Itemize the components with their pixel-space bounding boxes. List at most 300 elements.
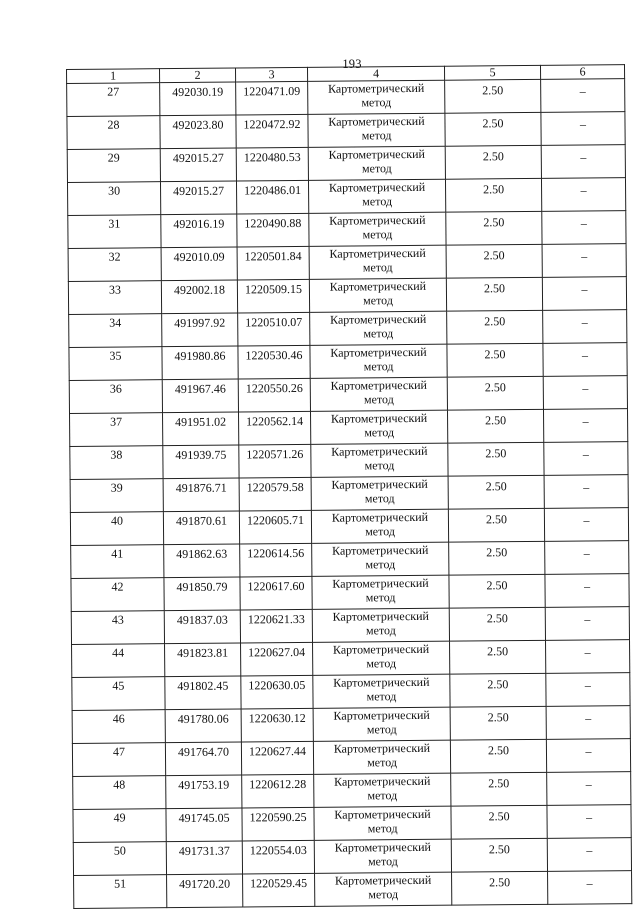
- note-cell: [541, 178, 625, 212]
- point-number-text: 37: [110, 414, 123, 429]
- accuracy-text: 2.50: [485, 446, 507, 461]
- x-coordinate-text: 491802.45: [177, 678, 229, 694]
- x-coordinate-text: 491870.61: [175, 513, 228, 529]
- y-coordinate-text: 1220529.45: [250, 875, 308, 891]
- method-line-1: Картометрический: [330, 410, 428, 426]
- x-coordinate-text: 492002.18: [173, 282, 225, 298]
- y-coordinate-cell: [239, 444, 311, 478]
- x-coordinate-cell: [164, 610, 240, 644]
- column-header: 6: [540, 65, 624, 80]
- point-number-cell: [71, 545, 164, 579]
- note-cell: [541, 112, 625, 146]
- note-cell: [548, 871, 632, 905]
- accuracy-cell: [452, 871, 548, 905]
- y-coordinate-cell: [237, 246, 309, 280]
- method-cell: [308, 146, 445, 180]
- table-row: [68, 277, 626, 315]
- table-row: [74, 871, 632, 909]
- x-coordinate-cell: [160, 181, 236, 215]
- x-coordinate-text: 492015.27: [172, 150, 224, 166]
- method-line-1: Картометрический: [333, 674, 430, 690]
- accuracy-cell: [447, 376, 543, 410]
- method-line-2: метод: [365, 623, 396, 638]
- table-row: [69, 343, 627, 381]
- point-number-cell: [67, 83, 160, 117]
- y-coordinate-text: 1220471.09: [243, 83, 301, 99]
- method-line-1: Картометрический: [329, 278, 427, 294]
- point-number-text: 46: [112, 711, 125, 726]
- x-coordinate-cell: [162, 346, 238, 380]
- x-coordinate-cell: [165, 676, 241, 710]
- method-line-2: метод: [368, 887, 399, 902]
- method-cell: [314, 839, 451, 873]
- method-line-1: Картометрический: [332, 608, 429, 624]
- y-coordinate-text: 1220627.44: [248, 743, 307, 759]
- accuracy-cell: [449, 607, 545, 641]
- x-coordinate-text: 491731.37: [178, 843, 230, 859]
- note-cell: [545, 541, 629, 575]
- x-coordinate-cell: [163, 478, 239, 512]
- point-number-cell: [73, 776, 166, 810]
- x-coordinate-cell: [161, 214, 237, 248]
- x-coordinate-text: 491939.75: [175, 447, 227, 463]
- note-cell: [546, 739, 630, 773]
- note-text: –: [584, 612, 591, 627]
- accuracy-cell: [449, 574, 545, 608]
- method-line-2: метод: [362, 260, 393, 275]
- y-coordinate-text: 1220490.88: [244, 215, 302, 231]
- x-coordinate-text: 492010.09: [173, 249, 225, 265]
- accuracy-cell: [451, 772, 547, 806]
- method-line-1: Картометрический: [332, 575, 429, 591]
- method-cell: [310, 377, 447, 411]
- method-line-1: Картометрический: [329, 212, 426, 228]
- y-coordinate-text: 1220486.01: [244, 182, 302, 198]
- x-coordinate-cell: [165, 643, 241, 677]
- note-text: –: [586, 876, 593, 891]
- method-cell: [311, 443, 448, 477]
- table-row: [73, 772, 631, 810]
- method-cell: [308, 80, 445, 114]
- method-line-2: метод: [363, 392, 394, 407]
- method-line-1: Картометрический: [334, 773, 431, 789]
- y-coordinate-cell: [241, 708, 313, 742]
- accuracy-cell: [447, 409, 543, 443]
- point-number-text: 50: [113, 843, 126, 858]
- accuracy-cell: [451, 838, 547, 872]
- method-cell: [308, 179, 445, 213]
- note-cell: [542, 244, 626, 278]
- method-cell: [313, 674, 450, 708]
- point-number-text: 36: [109, 381, 122, 396]
- method-line-2: метод: [361, 95, 392, 110]
- y-coordinate-text: 1220614.56: [247, 545, 305, 561]
- point-number-text: 47: [112, 744, 126, 759]
- point-number-text: 43: [111, 612, 124, 627]
- point-number-cell: [70, 413, 163, 447]
- x-coordinate-text: 491862.63: [176, 546, 228, 562]
- point-number-cell: [73, 809, 166, 843]
- x-coordinate-text: 491720.20: [179, 876, 231, 892]
- accuracy-text: 2.50: [486, 611, 508, 626]
- point-number-cell: [70, 446, 163, 480]
- accuracy-text: 2.50: [487, 644, 509, 659]
- method-cell: [309, 245, 446, 279]
- point-number-text: 42: [111, 579, 124, 594]
- accuracy-cell: [447, 310, 543, 344]
- table-row: [72, 640, 630, 678]
- note-text: –: [585, 777, 592, 792]
- point-number-cell: [69, 347, 162, 381]
- method-line-2: метод: [363, 326, 394, 341]
- x-coordinate-text: 492015.27: [173, 183, 225, 199]
- y-coordinate-text: 1220472.92: [243, 116, 301, 132]
- y-coordinate-text: 1220562.14: [246, 413, 304, 429]
- x-coordinate-text: 491764.70: [177, 744, 230, 760]
- note-cell: [541, 79, 625, 113]
- method-line-2: метод: [364, 425, 395, 440]
- method-line-2: метод: [364, 491, 395, 506]
- point-number-text: 44: [112, 645, 125, 660]
- y-coordinate-cell: [236, 114, 308, 148]
- method-cell: [312, 575, 449, 609]
- y-coordinate-cell: [242, 840, 314, 874]
- column-header: 2: [160, 68, 236, 83]
- y-coordinate-text: 1220627.04: [248, 644, 306, 660]
- accuracy-cell: [450, 640, 546, 674]
- y-coordinate-text: 1220554.03: [249, 842, 307, 858]
- method-line-1: Картометрический: [333, 740, 431, 756]
- note-text: –: [585, 711, 592, 726]
- point-number-cell: [74, 875, 167, 909]
- note-cell: [542, 277, 626, 311]
- table-row: [72, 739, 630, 777]
- point-number-cell: [71, 611, 164, 645]
- x-coordinate-cell: [163, 445, 239, 479]
- accuracy-text: 2.50: [484, 314, 506, 329]
- accuracy-cell: [446, 277, 542, 311]
- method-line-2: метод: [365, 590, 396, 605]
- page-number: 193: [342, 57, 362, 71]
- note-text: –: [584, 645, 591, 660]
- point-number-text: 48: [113, 777, 126, 792]
- y-coordinate-text: 1220617.60: [247, 578, 305, 594]
- point-number-text: 49: [113, 810, 126, 825]
- x-coordinate-cell: [163, 511, 239, 545]
- accuracy-text: 2.50: [483, 215, 505, 230]
- method-line-2: метод: [366, 722, 397, 737]
- accuracy-text: 2.50: [487, 710, 509, 725]
- accuracy-text: 2.50: [489, 875, 511, 890]
- x-coordinate-cell: [166, 775, 242, 809]
- x-coordinate-text: 492016.19: [173, 216, 225, 232]
- table-row: [70, 475, 628, 513]
- note-text: –: [582, 381, 589, 396]
- x-coordinate-cell: [165, 709, 241, 743]
- x-coordinate-text: 491745.05: [178, 810, 230, 826]
- y-coordinate-text: 1220550.26: [245, 380, 303, 396]
- point-number-cell: [72, 644, 165, 678]
- y-coordinate-cell: [238, 378, 310, 412]
- y-coordinate-cell: [240, 543, 312, 577]
- note-cell: [544, 508, 628, 542]
- point-number-cell: [72, 710, 165, 744]
- column-header: 4: [307, 66, 444, 81]
- table-row: [71, 607, 629, 645]
- y-coordinate-cell: [242, 807, 314, 841]
- accuracy-text: 2.50: [485, 413, 507, 428]
- table-row: [68, 211, 626, 249]
- x-coordinate-text: 492023.80: [172, 117, 224, 133]
- table-row: [73, 838, 631, 876]
- y-coordinate-text: 1220509.15: [244, 281, 302, 297]
- note-cell: [544, 475, 628, 509]
- point-number-cell: [69, 314, 162, 348]
- accuracy-text: 2.50: [484, 380, 506, 395]
- method-line-1: Картометрический: [332, 542, 429, 558]
- x-coordinate-text: 491967.46: [174, 381, 226, 397]
- table-row: [72, 673, 630, 711]
- note-cell: [541, 145, 625, 179]
- y-coordinate-cell: [236, 180, 308, 214]
- accuracy-cell: [448, 475, 544, 509]
- table-row: [67, 112, 625, 150]
- accuracy-cell: [448, 508, 544, 542]
- method-line-1: Картометрический: [330, 377, 427, 393]
- table-row: [72, 706, 630, 744]
- accuracy-cell: [449, 541, 545, 575]
- accuracy-cell: [448, 442, 544, 476]
- method-line-2: метод: [367, 854, 398, 869]
- y-coordinate-cell: [238, 312, 310, 346]
- method-cell: [313, 740, 450, 774]
- method-line-1: Картометрический: [328, 146, 425, 162]
- y-coordinate-cell: [241, 642, 313, 676]
- y-coordinate-cell: [242, 774, 314, 808]
- point-number-text: 27: [107, 84, 120, 99]
- column-header: 5: [444, 65, 540, 80]
- accuracy-cell: [445, 79, 541, 113]
- method-line-1: Картометрический: [334, 839, 431, 855]
- method-line-2: метод: [364, 458, 395, 473]
- x-coordinate-cell: [161, 280, 237, 314]
- note-text: –: [580, 216, 587, 231]
- note-text: –: [581, 315, 588, 330]
- method-line-1: Картометрический: [328, 113, 425, 129]
- point-number-text: 35: [109, 348, 122, 363]
- method-line-1: Картометрический: [333, 707, 430, 723]
- x-coordinate-text: 491837.03: [176, 612, 228, 628]
- y-coordinate-cell: [239, 477, 311, 511]
- accuracy-text: 2.50: [485, 512, 508, 527]
- column-header: 3: [235, 67, 307, 82]
- accuracy-cell: [450, 706, 546, 740]
- point-number-cell: [67, 116, 160, 150]
- y-coordinate-text: 1220630.05: [248, 677, 306, 693]
- x-coordinate-cell: [162, 379, 238, 413]
- x-coordinate-cell: [163, 412, 239, 446]
- note-cell: [547, 805, 631, 839]
- x-coordinate-cell: [160, 82, 236, 116]
- method-line-1: Картометрический: [330, 344, 427, 360]
- y-coordinate-cell: [239, 510, 311, 544]
- method-cell: [309, 278, 446, 312]
- y-coordinate-text: 1220571.26: [246, 446, 304, 462]
- method-line-2: метод: [361, 161, 392, 176]
- method-line-2: метод: [363, 359, 394, 374]
- point-number-text: 30: [108, 183, 121, 198]
- point-number-text: 45: [112, 678, 125, 693]
- y-coordinate-text: 1220501.84: [244, 248, 302, 264]
- method-cell: [308, 113, 445, 147]
- note-cell: [546, 673, 630, 707]
- method-cell: [310, 410, 447, 444]
- x-coordinate-cell: [160, 115, 236, 149]
- point-number-text: 29: [107, 150, 120, 165]
- accuracy-text: 2.50: [482, 149, 504, 164]
- note-text: –: [581, 282, 588, 297]
- y-coordinate-cell: [236, 81, 308, 115]
- table-row: [73, 805, 631, 843]
- accuracy-text: 2.50: [488, 809, 510, 824]
- accuracy-text: 2.50: [483, 182, 505, 197]
- point-number-cell: [70, 512, 163, 546]
- x-coordinate-cell: [161, 247, 237, 281]
- method-line-1: Картометрический: [332, 641, 430, 657]
- note-cell: [547, 772, 631, 806]
- point-number-text: 31: [108, 216, 121, 231]
- note-text: –: [585, 810, 593, 825]
- note-cell: [545, 607, 629, 641]
- note-text: –: [582, 414, 589, 429]
- table-row: [67, 145, 625, 183]
- x-coordinate-text: 491753.19: [178, 777, 230, 793]
- accuracy-cell: [450, 739, 546, 773]
- point-number-text: 51: [114, 876, 127, 891]
- x-coordinate-cell: [164, 544, 240, 578]
- note-cell: [543, 310, 627, 344]
- y-coordinate-text: 1220621.33: [247, 611, 305, 627]
- x-coordinate-text: 491850.79: [176, 579, 228, 595]
- note-cell: [543, 343, 627, 377]
- accuracy-cell: [451, 805, 547, 839]
- accuracy-text: 2.50: [485, 479, 507, 494]
- note-text: –: [583, 546, 590, 561]
- point-number-text: 33: [108, 282, 121, 297]
- method-line-2: метод: [361, 128, 392, 143]
- x-coordinate-cell: [162, 313, 238, 347]
- accuracy-text: 2.50: [482, 83, 504, 98]
- method-line-1: Картометрический: [334, 806, 431, 822]
- table-row: [70, 409, 628, 447]
- point-number-cell: [68, 248, 161, 282]
- accuracy-text: 2.50: [484, 347, 506, 362]
- method-line-2: метод: [362, 194, 393, 209]
- point-number-cell: [67, 182, 160, 216]
- y-coordinate-text: 1220605.71: [246, 512, 305, 528]
- note-text: –: [583, 513, 590, 528]
- method-line-1: Картометрический: [331, 476, 428, 492]
- x-coordinate-text: 491980.86: [174, 348, 226, 364]
- note-text: –: [584, 678, 591, 693]
- method-line-1: Картометрический: [334, 872, 432, 888]
- y-coordinate-cell: [241, 741, 313, 775]
- method-cell: [315, 872, 452, 906]
- point-number-text: 39: [110, 480, 123, 495]
- accuracy-text: 2.50: [487, 677, 509, 692]
- accuracy-text: 2.50: [486, 545, 508, 560]
- x-coordinate-text: 491876.71: [175, 480, 227, 496]
- coordinates-table: [66, 64, 632, 909]
- method-line-2: метод: [363, 293, 393, 308]
- table-row: [71, 541, 629, 579]
- method-line-2: метод: [366, 689, 397, 704]
- note-cell: [545, 574, 629, 608]
- note-cell: [547, 838, 631, 872]
- table-row: [67, 79, 625, 117]
- point-number-text: 40: [110, 513, 124, 528]
- method-cell: [311, 509, 448, 543]
- table-row: [70, 508, 628, 546]
- y-coordinate-cell: [237, 279, 309, 313]
- note-cell: [546, 706, 630, 740]
- note-cell: [542, 211, 626, 245]
- x-coordinate-text: 491823.81: [177, 645, 229, 661]
- x-coordinate-text: 491951.02: [175, 414, 227, 430]
- accuracy-text: 2.50: [483, 248, 505, 263]
- y-coordinate-cell: [236, 147, 308, 181]
- point-number-text: 34: [109, 315, 122, 330]
- point-number-cell: [72, 743, 165, 777]
- point-number-text: 28: [107, 117, 120, 132]
- x-coordinate-cell: [166, 841, 242, 875]
- note-text: –: [581, 348, 589, 363]
- table-row: [68, 244, 626, 282]
- y-coordinate-cell: [240, 609, 312, 643]
- x-coordinate-cell: [160, 148, 236, 182]
- x-coordinate-cell: [167, 874, 243, 908]
- accuracy-cell: [445, 112, 541, 146]
- method-line-1: Картометрический: [329, 311, 427, 327]
- y-coordinate-cell: [240, 576, 312, 610]
- method-line-1: Картометрический: [331, 443, 428, 459]
- y-coordinate-text: 1220530.46: [245, 347, 303, 363]
- accuracy-cell: [446, 211, 542, 245]
- method-cell: [314, 773, 451, 807]
- method-line-2: метод: [362, 227, 393, 242]
- point-number-text: 38: [110, 447, 123, 462]
- method-line-1: Картометрический: [328, 179, 426, 195]
- x-coordinate-cell: [165, 742, 241, 776]
- method-line-2: метод: [367, 788, 398, 803]
- note-text: –: [580, 183, 587, 198]
- accuracy-cell: [445, 145, 541, 179]
- note-text: –: [583, 579, 591, 594]
- note-text: –: [580, 150, 587, 165]
- note-cell: [543, 376, 627, 410]
- table-row: [69, 310, 627, 348]
- method-line-1: Картометрический: [327, 80, 425, 96]
- accuracy-text: 2.50: [487, 743, 510, 758]
- y-coordinate-text: 1220612.28: [249, 776, 307, 792]
- point-number-cell: [71, 578, 164, 612]
- table-row: [69, 376, 627, 414]
- y-coordinate-cell: [243, 873, 315, 907]
- y-coordinate-text: 1220630.12: [248, 710, 306, 726]
- y-coordinate-cell: [238, 345, 310, 379]
- x-coordinate-cell: [166, 808, 242, 842]
- accuracy-cell: [445, 178, 541, 212]
